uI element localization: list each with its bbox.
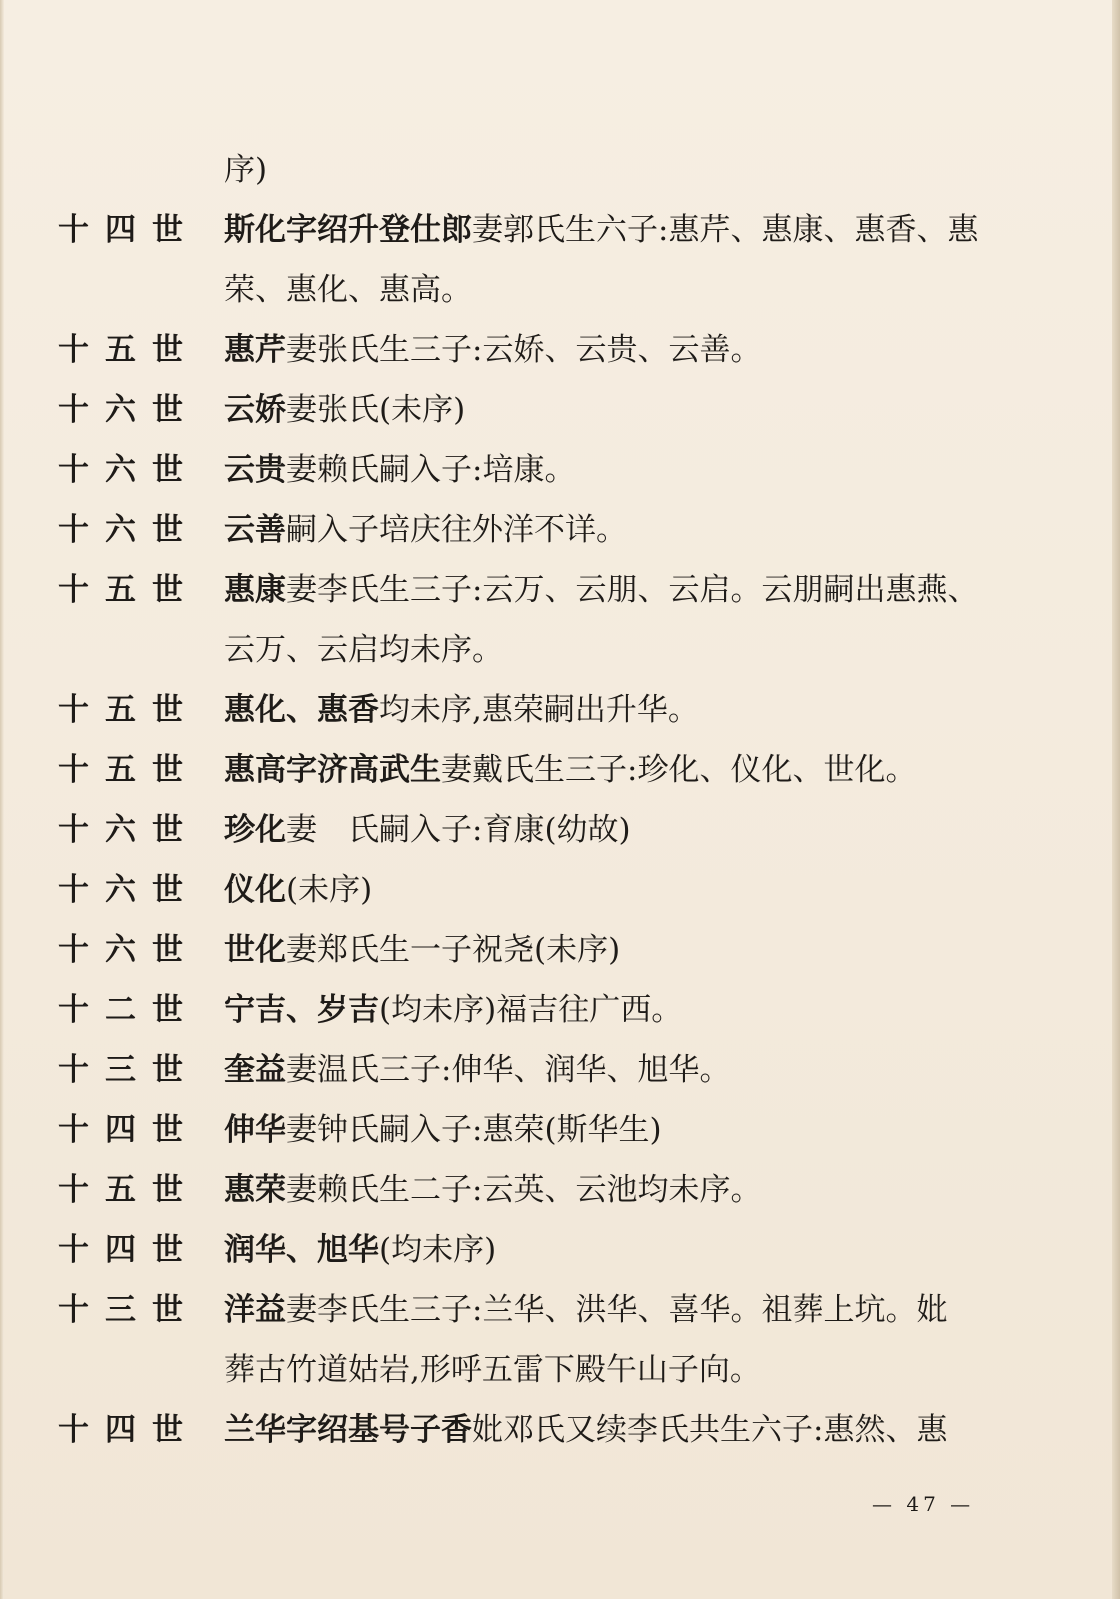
genealogy-line bbox=[58, 200, 1008, 260]
genealogy-line bbox=[58, 500, 1008, 560]
person-name: 世化 bbox=[224, 932, 286, 968]
generation-label: 十三世 bbox=[58, 1292, 199, 1328]
page-number: — 47 — bbox=[872, 1492, 975, 1516]
entry-text bbox=[224, 260, 472, 320]
genealogy-line bbox=[58, 1220, 1008, 1280]
entry-text bbox=[224, 740, 916, 800]
generation-label: 十五世 bbox=[58, 692, 199, 728]
generation-label: 十四世 bbox=[58, 1412, 199, 1448]
entry-detail: 葬古竹道姑岩,形呼五雷下殿午山子向。 bbox=[224, 1352, 761, 1388]
person-name: 洋益 bbox=[224, 1292, 286, 1328]
genealogy-line bbox=[58, 320, 1008, 380]
entry-detail: 妻李氏生三子:云万、云朋、云启。云朋嗣出惠燕、 bbox=[286, 572, 979, 608]
entry-text bbox=[224, 980, 682, 1040]
person-name: 惠康 bbox=[224, 572, 286, 608]
generation-label: 十五世 bbox=[58, 332, 199, 368]
genealogy-line bbox=[58, 860, 1008, 920]
genealogy-line bbox=[58, 1100, 1008, 1160]
entry-detail: 妻郭氏生六子:惠芹、惠康、惠香、惠 bbox=[472, 212, 979, 248]
genealogy-line bbox=[58, 140, 1008, 200]
entry-detail: 妻张氏(未序) bbox=[286, 392, 466, 428]
generation-label: 十六世 bbox=[58, 512, 199, 548]
entry-detail: 妣邓氏又续李氏共生六子:惠然、惠 bbox=[472, 1412, 948, 1448]
entry-detail: (未序) bbox=[286, 872, 373, 908]
entry-text bbox=[224, 1040, 730, 1100]
entry-text bbox=[224, 860, 372, 920]
entry-text bbox=[224, 1220, 496, 1280]
page-left-edge bbox=[0, 0, 4, 1599]
person-name: 云娇 bbox=[224, 392, 286, 428]
generation-label: 十五世 bbox=[58, 752, 199, 788]
entry-text bbox=[224, 800, 631, 860]
entry-detail: 妻郑氏生一子祝尧(未序) bbox=[286, 932, 621, 968]
person-name: 宁吉、岁吉 bbox=[224, 992, 379, 1028]
entry-text bbox=[224, 140, 267, 200]
generation-label: 十六世 bbox=[58, 392, 199, 428]
genealogy-line bbox=[58, 620, 1008, 680]
entry-text bbox=[224, 560, 978, 620]
entry-detail: 妻钟氏嗣入子:惠荣(斯华生) bbox=[286, 1112, 662, 1148]
entry-text bbox=[224, 920, 620, 980]
person-name: 斯化字绍升登仕郎 bbox=[224, 212, 472, 248]
person-name: 仪化 bbox=[224, 872, 286, 908]
genealogy-line bbox=[58, 380, 1008, 440]
entry-text bbox=[224, 1280, 947, 1340]
entry-text bbox=[224, 620, 503, 680]
entry-detail: (均未序) bbox=[379, 1232, 497, 1268]
generation-label: 十四世 bbox=[58, 1232, 199, 1268]
genealogy-line bbox=[58, 920, 1008, 980]
person-name: 云贵 bbox=[224, 452, 286, 488]
generation-label: 十五世 bbox=[58, 1172, 199, 1208]
entry-text bbox=[224, 500, 627, 560]
entry-detail: 妻赖氏嗣入子:培康。 bbox=[286, 452, 576, 488]
genealogy-entries bbox=[58, 140, 1008, 1460]
genealogy-line bbox=[58, 1280, 1008, 1340]
entry-text bbox=[224, 1160, 761, 1220]
genealogy-line bbox=[58, 980, 1008, 1040]
entry-text bbox=[224, 380, 465, 440]
generation-label: 十三世 bbox=[58, 1052, 199, 1088]
genealogy-line bbox=[58, 740, 1008, 800]
person-name: 润华、旭华 bbox=[224, 1232, 379, 1268]
entry-detail: 妻张氏生三子:云娇、云贵、云善。 bbox=[286, 332, 762, 368]
genealogy-line bbox=[58, 1160, 1008, 1220]
person-name: 惠芹 bbox=[224, 332, 286, 368]
genealogy-line bbox=[58, 1040, 1008, 1100]
entry-detail: 妻赖氏生二子:云英、云池均未序。 bbox=[286, 1172, 762, 1208]
generation-label: 十六世 bbox=[58, 812, 199, 848]
entry-text bbox=[224, 1100, 662, 1160]
person-name: 伸华 bbox=[224, 1112, 286, 1148]
person-name: 惠化、惠香 bbox=[224, 692, 379, 728]
entry-detail: 均未序,惠荣嗣出升华。 bbox=[379, 692, 699, 728]
genealogy-line bbox=[58, 800, 1008, 860]
entry-detail: 妻戴氏生三子:珍化、仪化、世化。 bbox=[441, 752, 917, 788]
page-right-edge bbox=[1112, 0, 1120, 1599]
generation-label: 十四世 bbox=[58, 212, 199, 248]
entry-text bbox=[224, 320, 761, 380]
genealogy-line bbox=[58, 1400, 1008, 1460]
person-name: 奎益 bbox=[224, 1052, 286, 1088]
generation-label: 十四世 bbox=[58, 1112, 199, 1148]
person-name: 云善 bbox=[224, 512, 286, 548]
entry-text bbox=[224, 1400, 947, 1460]
genealogy-line bbox=[58, 440, 1008, 500]
person-name: 惠高字济高武生 bbox=[224, 752, 441, 788]
person-name: 珍化 bbox=[224, 812, 286, 848]
generation-label: 十六世 bbox=[58, 932, 199, 968]
person-name: 兰华字绍基号子香 bbox=[224, 1412, 472, 1448]
genealogy-line bbox=[58, 680, 1008, 740]
entry-text bbox=[224, 200, 978, 260]
entry-detail: (均未序)福吉往广西。 bbox=[379, 992, 683, 1028]
generation-label: 十二世 bbox=[58, 992, 199, 1028]
entry-detail: 序) bbox=[224, 152, 268, 188]
entry-detail: 荣、惠化、惠高。 bbox=[224, 272, 472, 308]
generation-label: 十六世 bbox=[58, 872, 199, 908]
generation-label: 十六世 bbox=[58, 452, 199, 488]
entry-detail: 云万、云启均未序。 bbox=[224, 632, 503, 668]
genealogy-line bbox=[58, 260, 1008, 320]
entry-detail: 妻 氏嗣入子:育康(幼故) bbox=[286, 812, 631, 848]
entry-text bbox=[224, 1340, 761, 1400]
entry-detail: 嗣入子培庆往外洋不详。 bbox=[286, 512, 627, 548]
entry-text bbox=[224, 440, 575, 500]
entry-detail: 妻温氏三子:伸华、润华、旭华。 bbox=[286, 1052, 731, 1088]
genealogy-line bbox=[58, 1340, 1008, 1400]
entry-detail: 妻李氏生三子:兰华、洪华、喜华。祖葬上坑。妣 bbox=[286, 1292, 948, 1328]
generation-label: 十五世 bbox=[58, 572, 199, 608]
person-name: 惠荣 bbox=[224, 1172, 286, 1208]
entry-text bbox=[224, 680, 699, 740]
genealogy-line bbox=[58, 560, 1008, 620]
